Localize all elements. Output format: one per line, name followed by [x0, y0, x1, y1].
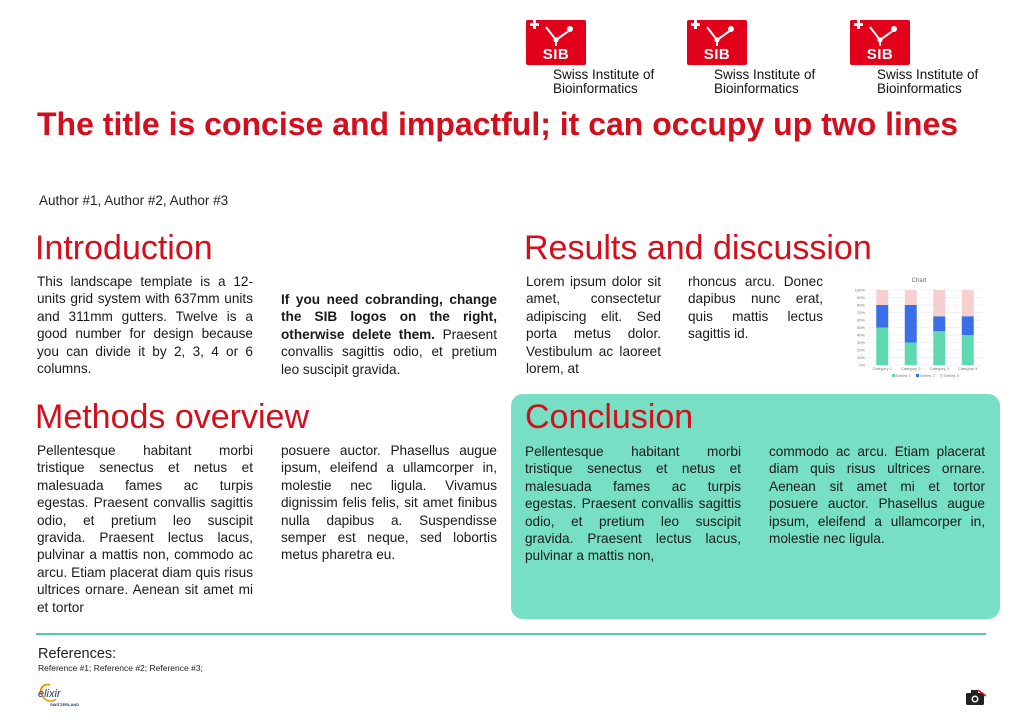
chart-bar-segment [962, 290, 974, 316]
chart-bar-segment [962, 316, 974, 335]
footer-divider [36, 633, 986, 635]
chart-y-tick-label: 100% [854, 287, 865, 293]
sib-logo-text: SIB [542, 46, 570, 63]
sib-logo [526, 20, 676, 100]
chart-y-tick-label: 70% [856, 310, 865, 315]
chart-bar-segment [962, 335, 974, 365]
chart-x-tick-label: Category 1 [872, 366, 893, 371]
introduction-heading: Introduction [35, 229, 213, 267]
results-heading: Results and discussion [524, 229, 872, 267]
chart-legend-swatch [940, 374, 943, 377]
elixir-switzerland-logo [36, 681, 96, 709]
chart-legend-label: Series 2 [920, 373, 935, 378]
conclusion-col-1: Pellentesque habitant morbi tristique senectus et netus et malesuada fames ac turpis egestas. Praesent convallis sagittis odio, et pretium leo suscipit gravida. Praesent lectus lacus, pulvinar a mattis non, [525, 444, 741, 564]
chart-legend-swatch [892, 374, 895, 377]
poster-title: The title is concise and impactful; it can occupy up two lines [37, 106, 959, 142]
chart-bar-segment [933, 316, 945, 331]
author-list: Author #1, Author #2, Author #3 [39, 193, 229, 208]
conclusion-col-2: commodo ac arcu. Etiam placerat diam quis risus ultrices ornare. Aenean sit amet mi et tortor posuere auctor. Phasellus augue ipsum, eleifend a ullamcorper in, molestie nec ligula. [769, 444, 985, 547]
chart-y-axis [855, 288, 866, 368]
sib-logo-mark [526, 20, 586, 65]
chart-legend-label: Series 1 [896, 373, 911, 378]
sib-logo [687, 20, 837, 100]
results-col-1: Lorem ipsum dolor sit amet, consectetur adipiscing elit. Sed porta metus dolor. Vestibulum ac laoreet lorem, at [526, 274, 661, 377]
chart-title: Chart [911, 278, 927, 284]
methods-col-1: Pellentesque habitant morbi tristique senectus et netus et malesuada fames ac turpis egestas. Praesent convallis sagittis odio, et pretium leo suscipit gravida. Praesent lectus lacus, pulvinar a mattis non, commodo ac arcu. Etiam placerat diam quis risus ultrices ornare. Aenean sit amet mi et tortor [37, 443, 253, 615]
cobranding-note: If you need cobranding, change the SIB logos on the right, otherwise delete them. [281, 292, 497, 342]
chart-y-tick-label: 60% [856, 317, 865, 323]
chart-y-tick-label: 90% [856, 295, 865, 300]
chart-bar-segment [905, 343, 917, 366]
sib-logo-name: Swiss Institute of Bioinformatics [714, 67, 816, 96]
sib-logo-mark [687, 20, 747, 65]
chart-y-tick-label: 50% [856, 325, 865, 330]
chart-legend [892, 373, 959, 378]
references-title: References: [38, 646, 117, 662]
sib-logo-name: Swiss Institute of Bioinformatics [877, 67, 979, 96]
chart-legend-label: Series 3 [944, 373, 959, 378]
elixir-sub: SWITZERLAND [50, 702, 80, 707]
methods-heading: Methods overview [35, 398, 310, 436]
sib-logo-name: Swiss Institute of Bioinformatics [553, 67, 655, 96]
chart-bar-segment [876, 290, 888, 305]
results-chart [846, 273, 986, 385]
introduction-col-2 [281, 291, 497, 378]
sib-logo-text: SIB [866, 46, 894, 63]
camera-icon [965, 688, 987, 706]
references-list: Reference #1; Reference #2; Reference #3; [38, 663, 203, 673]
chart-y-tick-label: 20% [856, 347, 865, 353]
sib-logo-mark [850, 20, 910, 65]
chart-bar-segment [876, 305, 888, 328]
chart-bar-segment [905, 305, 917, 343]
chart-y-tick-label: 40% [856, 332, 865, 338]
sib-logo [850, 20, 1000, 100]
chart-bar-segment [905, 290, 917, 305]
chart-legend-swatch [916, 374, 919, 377]
chart-bar-segment [876, 328, 888, 366]
sib-logo-text: SIB [703, 46, 731, 63]
chart-y-tick-label: 30% [856, 340, 865, 345]
chart-x-tick-label: Category 3 [929, 366, 950, 371]
methods-col-2: posuere auctor. Phasellus augue ipsum, eleifend a ullamcorper in, molestie nec ligula. Vivamus dignissim felis felis, sit amet finibus nulla dapibus a. Suspendisse semper est neque, sed lobortis metus pharetra eu. [281, 443, 497, 563]
elixir-word: elixir [38, 688, 61, 700]
chart-bar-segment [933, 290, 945, 316]
chart-x-tick-label: Category 2 [900, 366, 921, 371]
chart-y-tick-label: 0% [859, 362, 865, 368]
chart-x-axis [872, 366, 978, 371]
introduction-col-2-text: Praesent convallis sagittis odio, et pretium leo suscipit gravida. [281, 326, 497, 377]
introduction-col-1: This landscape template is a 12-units grid system with 637mm units and 311mm gutters. Twelve is a good number for design because you can divide it by 2, 3, 4 or 6 columns. [37, 274, 253, 377]
chart-x-tick-label: Category 4 [957, 366, 978, 371]
chart-y-tick-label: 80% [856, 302, 865, 308]
chart-y-tick-label: 10% [856, 355, 865, 360]
chart-bar-segment [933, 331, 945, 365]
results-col-2: rhoncus arcu. Donec dapibus nunc erat, quis mattis lectus sagittis id. [688, 274, 823, 342]
conclusion-heading: Conclusion [525, 398, 694, 436]
